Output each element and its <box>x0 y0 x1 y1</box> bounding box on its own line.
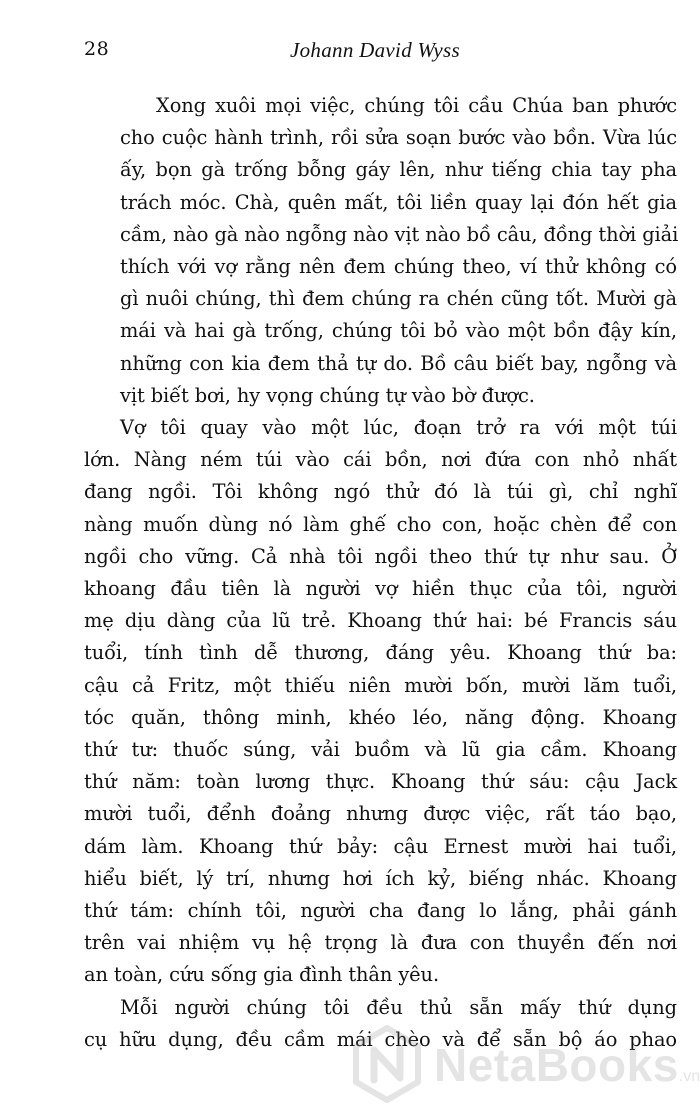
text-line: trách móc. Chà, quên mất, tôi liền quay lại đón hết gia <box>120 190 677 214</box>
page-header <box>84 38 674 66</box>
text-line: thích với vợ rằng nên đem chúng theo, ví thử không có <box>120 255 677 279</box>
text-line: cho cuộc hành trình, rồi sửa soạn bước vào bồn. Vừa lúc <box>120 126 677 150</box>
text-line: hiểu biết, lý trí, nhưng hơi ích kỷ, biếng nhác. Khoang <box>84 866 677 890</box>
text-line: dám làm. Khoang thứ bảy: cậu Ernest mười hai tuổi, <box>84 834 677 858</box>
text-line: mái và hai gà trống, chúng tôi bỏ vào một bồn đậy kín, <box>120 319 677 343</box>
watermark-brand-text: NetaBooks.vn <box>434 1039 700 1091</box>
text-line: lớn. Nàng ném túi vào cái bồn, nơi đứa con nhỏ nhất <box>84 448 677 472</box>
text-line: cậu cả Fritz, một thiếu niên mười bốn, mười lăm tuổi, <box>84 673 677 697</box>
text-line: thứ năm: toàn lương thực. Khoang thứ sáu: cậu Jack <box>84 770 677 794</box>
netabooks-logo-icon <box>350 1024 424 1104</box>
paragraph-2 <box>84 412 677 992</box>
text-line: đang ngồi. Tôi không ngó thử đó là túi gì, chỉ nghĩ <box>84 480 677 504</box>
running-head-author: Johann David Wyss <box>290 38 460 62</box>
text-line: trên vai nhiệm vụ hệ trọng là đưa con thuyền đến nơi <box>84 931 677 955</box>
text-line: cầm, nào gà nào ngỗng nào vịt nào bồ câu, đồng thời giải <box>120 222 679 246</box>
text-line: thứ tư: thuốc súng, vải buồm và lũ gia cầm. Khoang <box>84 738 677 762</box>
text-line: nàng muốn dùng nó làm ghế cho con, hoặc chèn để con <box>84 512 677 536</box>
text-line: thứ tám: chính tôi, người cha đang lo lắng, phải gánh <box>84 899 677 923</box>
paragraph-1 <box>84 90 677 412</box>
netabooks-watermark <box>350 1024 700 1104</box>
text-line: ngồi cho vững. Cả nhà tôi ngồi theo thứ tự như sau. Ở <box>84 544 677 568</box>
text-line: Vợ tôi quay vào một lúc, đoạn trở ra với một túi <box>120 416 677 440</box>
text-line: tóc quăn, thông minh, khéo léo, năng động. Khoang <box>84 705 677 729</box>
text-line: mẹ dịu dàng của lũ trẻ. Khoang thứ hai: bé Francis sáu <box>84 609 677 633</box>
text-line: gì nuôi chúng, thì đem chúng ra chén cũng tốt. Mười gà <box>120 287 677 311</box>
text-line: tuổi, tính tình dễ thương, đáng yêu. Khoang thứ ba: <box>84 641 677 665</box>
text-line: mười tuổi, đểnh đoảng nhưng được việc, rất táo bạo, <box>84 802 677 826</box>
text-line: an toàn, cứu sống gia đình thân yêu. <box>84 963 440 987</box>
text-line: những con kia đem thả tự do. Bồ câu biết bay, ngỗng và <box>120 351 677 375</box>
page-body-text <box>84 90 677 1056</box>
text-line: cụ hữu dụng, đều cầm mái chèo và để sẵn bộ áo phao <box>84 1027 677 1051</box>
text-line: khoang đầu tiên là người vợ hiền thục của tôi, người <box>84 577 677 601</box>
text-line: vịt biết bơi, hy vọng chúng tự vào bờ được. <box>120 383 535 407</box>
text-line: ấy, bọn gà trống bỗng gáy lên, như tiếng chia tay pha <box>120 158 677 182</box>
text-line: Mỗi người chúng tôi đều thủ sẵn mấy thứ dụng <box>120 995 677 1019</box>
text-line: Xong xuôi mọi việc, chúng tôi cầu Chúa ban phước <box>156 94 677 117</box>
page-number: 28 <box>84 38 110 60</box>
